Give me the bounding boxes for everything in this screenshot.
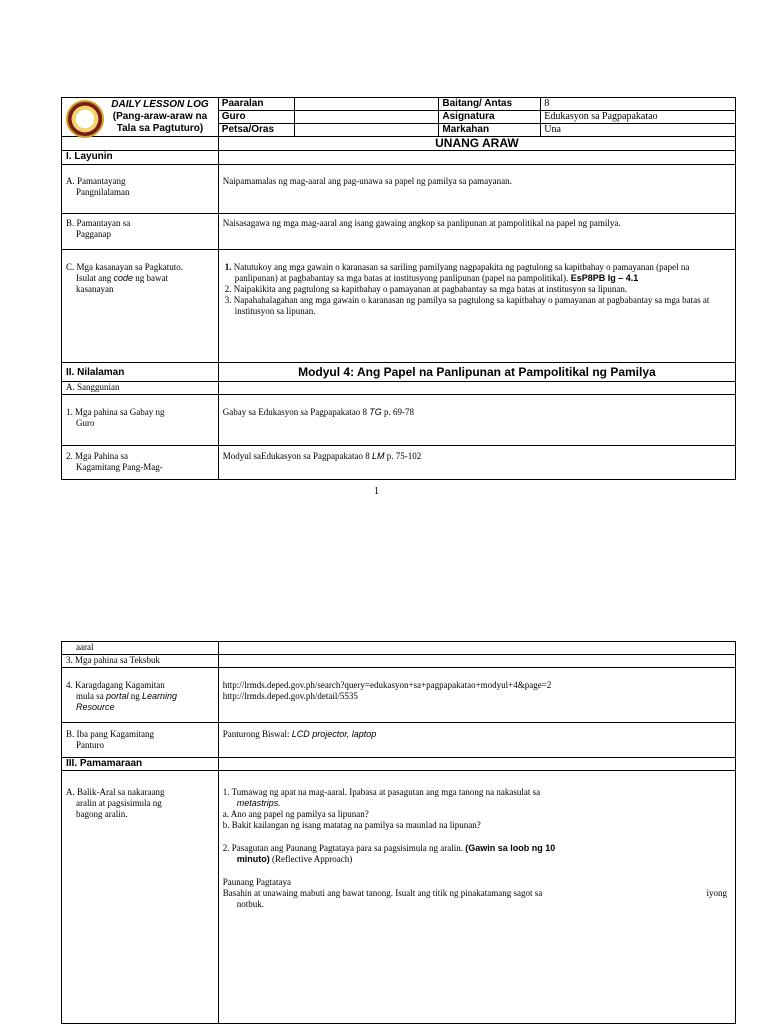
modyul-title: Modyul 4: Ang Papel na Panlipunan at Pampolitikal ng Pamilya [218,363,735,382]
iba-pang-label: B. Iba pang Kagamitang Panturo [62,723,219,758]
pamantayang-label: A. Pamantayang Pangnilalaman [62,165,219,214]
paunang-pagtataya-title: Paunang Pagtataya [222,877,291,887]
petsa-value [294,124,439,137]
basahin-instructions: Basahin at unawaing mabuti ang bawat tanong. Isualt ang titik ng pinakatamang sagot sa iyong [222,888,727,898]
asignatura-value: Edukasyon sa Pagpapakatao [541,111,736,124]
pamamaraan-heading: III. Pamamaraan [62,758,219,771]
portal-links [218,668,735,723]
kasanayan-item-2: 2. Naipakikita ang pagtulong sa kapitbahay o pamayanan at pagbabantay sa mga batas at institusyon sa lipunan. [224,284,628,294]
empty-cell [218,382,735,395]
empty-cell [218,642,735,655]
kasanayan-item-3: 3. Napahahalagahan ang mga gawain o karanasan ng pamilya sa pagtulong sa kapitbahay o pamayanan at pagbabantay sa mga batas at institusyon sa lipunan. [224,295,710,316]
markahan-label: Markahan [439,124,541,137]
nilalaman-heading: II. Nilalaman [62,363,219,382]
empty-cell [218,151,735,165]
baitang-value: 8 [541,98,736,111]
gabay-guro-label: 1. Mga pahina sa Gabay ng Guro [62,395,219,446]
pamantayang-text: Naipamamalas ng mag-aaral ang pag-unawa sa papel ng pamilya sa pamayanan. [218,165,735,214]
page-number: 1 [374,486,379,497]
metastrips: metastrips. [236,798,281,808]
asignatura-label: Asignatura [439,111,541,124]
question-a: a. Ano ang papel ng pamilya sa lipunan? [222,809,369,819]
question-b: b. Bakit kailangan ng isang matatag na pamilya sa maunlad na lipunan? [222,820,481,830]
karagdagang-label: 4. Karagdagang Kagamitan mula sa portal ng Learning Resource [62,668,219,723]
lrmds-link-2[interactable]: http://lrmds.deped.gov.ph/detail/5535 [222,691,358,701]
kagamitang-text: Modyul saEdukasyon sa Pagpapakatao 8 LM p. 75-102 [218,446,735,480]
paaralan-value [294,98,439,111]
panturong-biswal-text: Panturong Biswal: LCD projector, laptop [218,723,735,758]
lesson-log-table-page1 [61,97,736,480]
lesson-log-table-page2 [61,641,736,1024]
markahan-value: Una [541,124,736,137]
gabay-guro-text: Gabay sa Edukasyon sa Pagpapakatao 8 TG p. 69-78 [218,395,735,446]
lrmds-link-1[interactable]: http://lrmds.deped.gov.ph/search?query=edukasyon+sa+pagpapakatao+modyul+4&page=2 [222,680,552,690]
dll-title-cell [62,98,219,137]
guro-label: Guro [218,111,294,124]
layunin-heading: I. Layunin [62,151,219,165]
balik-aral-content: 1. Tumawag ng apat na mag-aaral. Ipabasa at pasagutan ang mga tanong na nakasulat sa metastrips. a. Ano ang papel ng pamilya sa lipunan? b. Bakit kailangan ng isang matatag na pamilya sa maunlad na lipunan? 2. Pasagutan ang Paunang Pagtataya para sa pagsisimula ng aralin. (Gawin sa loob ng 10 minuto) (Reflective Approach) Paunang Pagtataya Basahin at unawaing mabuti ang bawat tanong. Isualt ang titik ng pinakatamang sagot sa iyong notbuk. [218,771,735,1024]
dll-subtitle-2: Tala sa Pagtuturo) [116,123,204,134]
empty-cell [218,655,735,668]
petsa-label: Petsa/Oras [218,124,294,137]
dll-title: DAILY LESSON LOG [111,99,209,110]
step-2: 2. Pasagutan ang Paunang Pagtataya para sa pagsisimula ng aralin. (Gawin sa loob ng 10 [222,843,556,853]
baitang-label: Baitang/ Antas [439,98,541,111]
empty-cell [62,137,219,151]
deped-seal-icon [66,100,104,138]
teksbuk-label: 3. Mga pahina sa Teksbuk [62,655,219,668]
competency-code: EsP8PB Ig – 4.1 [568,273,639,283]
pagganap-label: B. Pamantayan sa Pagganap [62,214,219,250]
kasanayan-list: 1. Natutukoy ang mga gawain o karanasan sa sariling pamilyang nagpapakita ng pagtulong sa kapitbahay o pamayanan (papel na panlipunan) at pagbabantay sa mga batas at institusyong panlipunan (papel na pampolitikal). EsP8PB Ig – 4.1 2. Naipakikita ang pagtulong sa kapitbahay o pamayanan at pagbabantay sa mga batas at institusyon sa lipunan. 3. Napahahalagahan ang mga gawain o karanasan ng pamilya sa pagtulong sa kapitbahay o pamayanan at pagbabantay sa mga batas at institusyon sa lipunan. [218,250,735,363]
aaral-continuation: aaral [62,642,219,655]
step-1: 1. Tumawag ng apat na mag-aaral. Ipabasa at pasagutan ang mga tanong na nakasulat sa [222,787,541,797]
guro-value [294,111,439,124]
sanggunian-label: A. Sanggunian [62,382,219,395]
balik-aral-label: A. Balik-Aral sa nakaraang aralin at pagsisimula ng bagong aralin. [62,771,219,1024]
kagamitang-label: 2. Mga Pahina sa Kagamitang Pang-Mag- [62,446,219,480]
empty-cell [218,758,735,771]
dll-subtitle-1: (Pang-araw-araw na [112,111,208,122]
pagganap-text: Naisasagawa ng mga mag-aaral ang isang gawaing angkop sa panlipunan at pampolitikal na papel ng pamilya. [218,214,735,250]
paaralan-label: Paaralan [218,98,294,111]
kasanayan-label: C. Mga kasanayan sa Pagkatuto. Isulat ang code ng bawat kasanayan [62,250,219,363]
unang-araw-heading: UNANG ARAW [218,137,735,151]
